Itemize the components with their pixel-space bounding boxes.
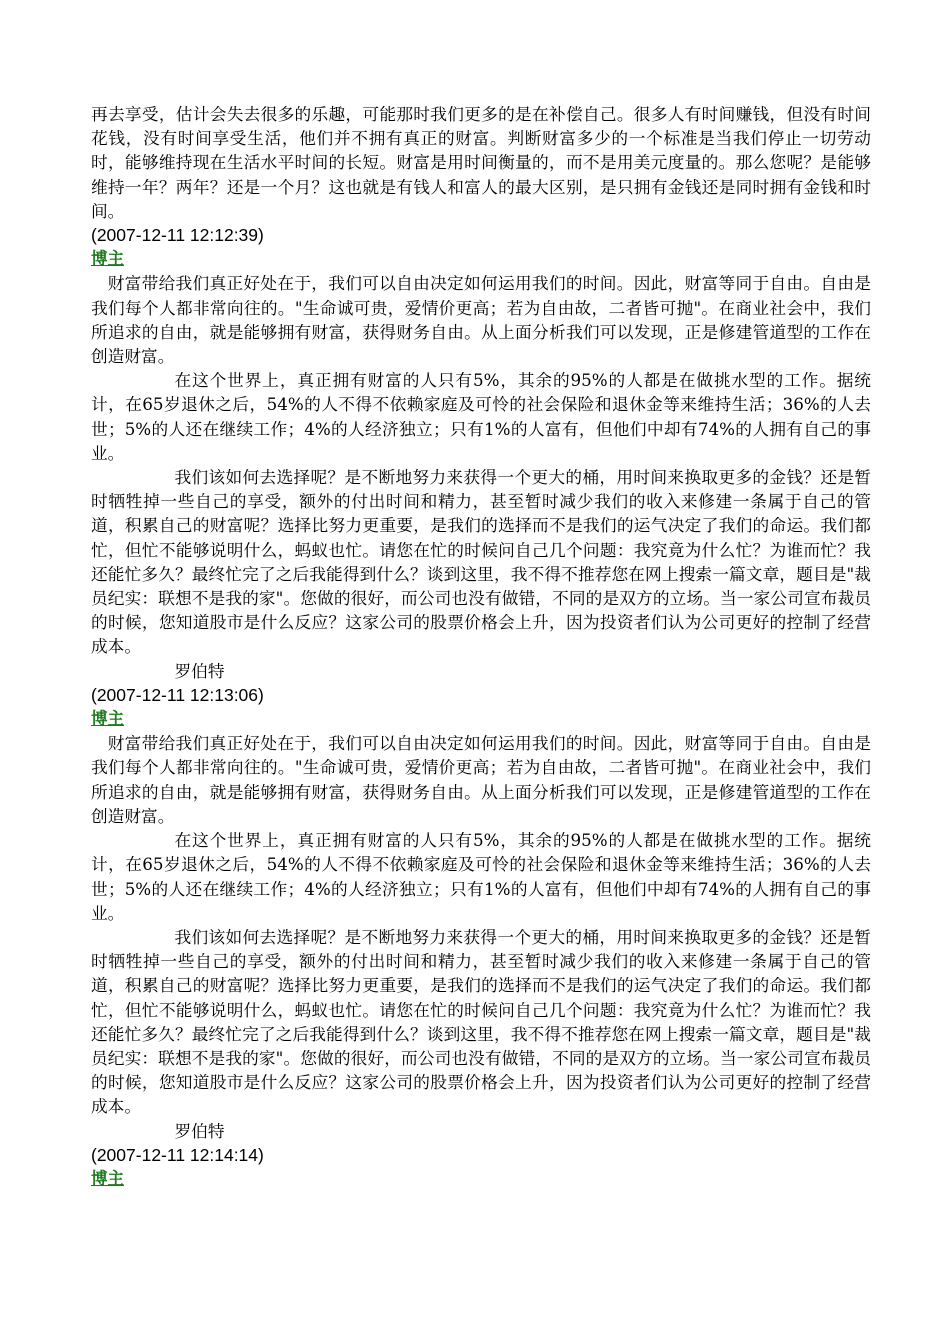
comment-timestamp: (2007-12-11 12:12:39) xyxy=(91,225,264,246)
comment-signature: 罗伯特 xyxy=(174,1120,225,1141)
author-link[interactable]: 博主 xyxy=(91,1168,124,1188)
comment-post xyxy=(91,731,871,1191)
comment-thread xyxy=(91,102,871,1191)
comment-paragraph: 在这个世界上，真正拥有财富的人只有5%，其余的95%的人都是在做挑水型的工作。据统计，在65岁退休之后，54%的人不得不依赖家庭及可怜的社会保险和退休金等来维持生活；36%的人去世；5%的人还在继续工作；4%的人经济独立；只有1%的人富有，但他们中却有74%的人拥有自己的事业。 xyxy=(91,370,871,463)
comment-body: 再去享受，估计会失去很多的乐趣，可能那时我们更多的是在补偿自己。很多人有时间赚钱，但没有时间花钱，没有时间享受生活，他们并不拥有真正的财富。判断财富多少的一个标准是当我们停止一切劳动时，能够维持现在生活水平时间的长短。财富是用时间衡量的，而不是用美元度量的。那么您呢？是能够维持一年？两年？还是一个月？这也就是有钱人和富人的最大区别，是只拥有金钱还是同时拥有金钱和时间。 xyxy=(91,104,871,221)
comment-paragraph: 我们该如何去选择呢？是不断地努力来获得一个更大的桶，用时间来换取更多的金钱？还是暂时牺牲掉一些自己的享受，额外的付出时间和精力，甚至暂时减少我们的收入来修建一条属于自己的管道，积累自己的财富呢？选择比努力更重要，是我们的选择而不是我们的运气决定了我们的命运。我们都忙，但忙不能够说明什么，蚂蚁也忙。请您在忙的时候问自己几个问题：我究竟为什么忙？为谁而忙？我还能忙多久？最终忙完了之后我能得到什么？谈到这里，我不得不推荐您在网上搜索一篇文章，题目是"裁员纪实：联想不是我的家"。您做的很好，而公司也没有做错，不同的是双方的立场。当一家公司宣布裁员的时候，您知道股市是什么反应？这家公司的股票价格会上升，因为投资者们认为公司更好的控制了经营成本。 xyxy=(91,467,871,657)
comment-signature: 罗伯特 xyxy=(174,660,225,681)
comment-timestamp: (2007-12-11 12:13:06) xyxy=(91,684,264,705)
comment-paragraph: 财富带给我们真正好处在于，我们可以自由决定如何运用我们的时间。因此，财富等同于自由。自由是我们每个人都非常向往的。"生命诚可贵，爱情价更高；若为自由故，二者皆可抛"。在商业社会中，我们所追求的自由，就是能够拥有财富，获得财务自由。从上面分析我们可以发现，正是修建管道型的工作在创造财富。 xyxy=(91,733,871,826)
comment-paragraph: 我们该如何去选择呢？是不断地努力来获得一个更大的桶，用时间来换取更多的金钱？还是暂时牺牲掉一些自己的享受，额外的付出时间和精力，甚至暂时减少我们的收入来修建一条属于自己的管道，积累自己的财富呢？选择比努力更重要，是我们的选择而不是我们的运气决定了我们的命运。我们都忙，但忙不能够说明什么，蚂蚁也忙。请您在忙的时候问自己几个问题：我究竟为什么忙？为谁而忙？我还能忙多久？最终忙完了之后我能得到什么？谈到这里，我不得不推荐您在网上搜索一篇文章，题目是"裁员纪实：联想不是我的家"。您做的很好，而公司也没有做错，不同的是双方的立场。当一家公司宣布裁员的时候，您知道股市是什么反应？这家公司的股票价格会上升，因为投资者们认为公司更好的控制了经营成本。 xyxy=(91,926,871,1117)
author-link[interactable]: 博主 xyxy=(91,709,124,729)
author-link[interactable]: 博主 xyxy=(91,249,124,269)
comment-post xyxy=(91,271,871,731)
comment-paragraph: 在这个世界上，真正拥有财富的人只有5%，其余的95%的人都是在做挑水型的工作。据统计，在65岁退休之后，54%的人不得不依赖家庭及可怜的社会保险和退休金等来维持生活；36%的人去世；5%的人还在继续工作；4%的人经济独立；只有1%的人富有，但他们中却有74%的人拥有自己的事业。 xyxy=(91,830,871,923)
comment-timestamp: (2007-12-11 12:14:14) xyxy=(91,1144,264,1165)
comment-paragraph: 财富带给我们真正好处在于，我们可以自由决定如何运用我们的时间。因此，财富等同于自由。自由是我们每个人都非常向往的。"生命诚可贵，爱情价更高；若为自由故，二者皆可抛"。在商业社会中，我们所追求的自由，就是能够拥有财富，获得财务自由。从上面分析我们可以发现，正是修建管道型的工作在创造财富。 xyxy=(91,273,871,367)
